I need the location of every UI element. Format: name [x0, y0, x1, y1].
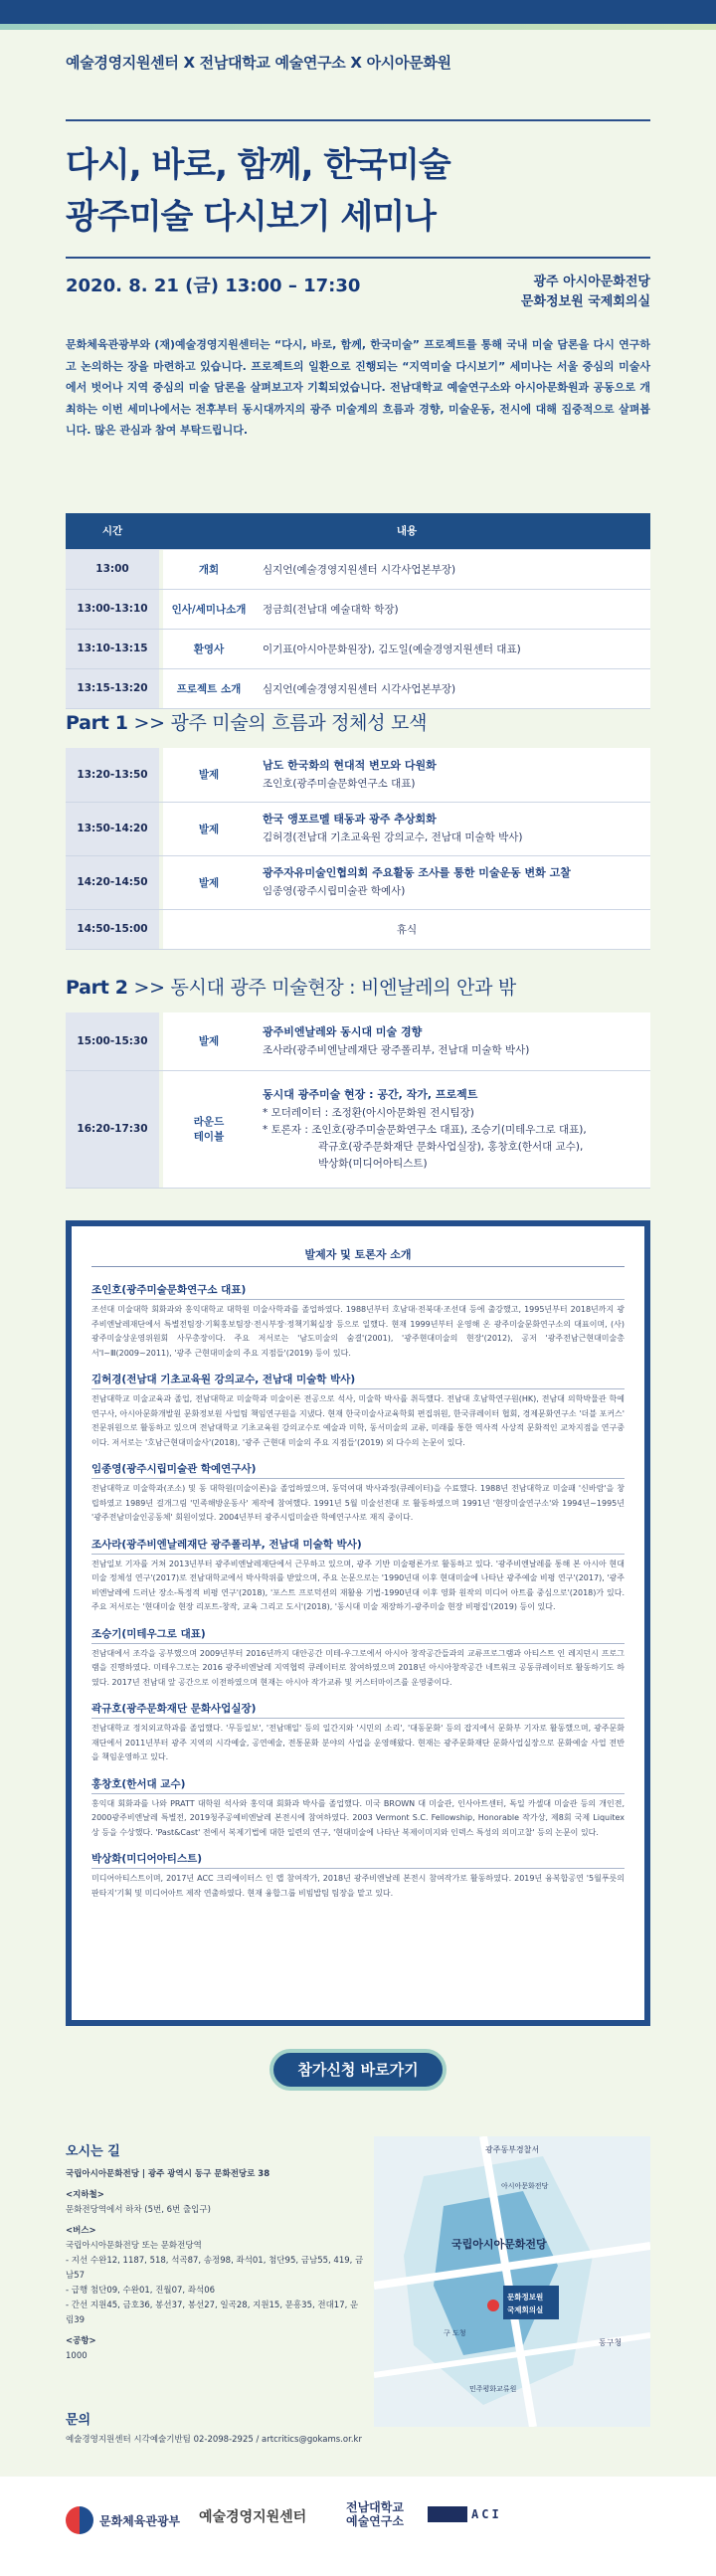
row-time: 13:00-13:10 — [66, 589, 159, 629]
panel-line: * 토론자 : 조인호(광주미술문화연구소 대표), 조승기(미테우그로 대표), — [263, 1123, 587, 1136]
table-row — [66, 589, 650, 629]
directions-line: 문화전당역에서 하차 (5번, 6번 출입구) — [66, 2205, 211, 2215]
apply-button[interactable]: 참가신청 바로가기 — [269, 2049, 447, 2091]
table-row — [66, 1012, 650, 1070]
location-pin-icon — [487, 2300, 499, 2311]
row-category: 프로젝트 소개 — [163, 668, 255, 708]
bio-text: 전남일보 기자를 거쳐 2013년부터 광주비엔날레재단에서 근무하고 있으며, 광주 기반 미술평론가로 활동하고 있다. '광주비엔날레를 통해 본 아시아 현대미술 정체성 연구'(2017)로 전남대학교에서 박사학위를 받았으며, 주요 논문으로는 '1990년대 이후 현대미술에 나타난 광주예술 비평 연구'(2017), '광주비엔날레에 드러난 장소-특정적 비평 연구'(2018), '포스트 프로덕션의 재활용 기법-1990년대 이후 영화 원작의 미디어 아트를 중심으로'(2018)가 있다. 주요 저서로는 '현대미술 현장 리포트-창작, 교육 그리고 도시'(2018), '동시대 미술 재장하기-광주미술 현장 비평집'(2019) 등이 있다. — [91, 1559, 625, 1611]
row-time: 14:50-15:00 — [66, 909, 159, 949]
break-label: 휴식 — [163, 909, 650, 949]
bio-name: 임종영(광주시립미술관 학예연구사) — [91, 1461, 625, 1479]
bio-name: 조승기(미테우그로 대표) — [91, 1626, 625, 1644]
bio-text: 전남대에서 조각을 공부했으며 2009년부터 2016년까지 대안공간 미테-우그로에서 아시아 창작공간들과의 교류프로그램과 아티스트 인 레지던시 프로그램을 진행하였다. 미테우그로는 2016 광주비엔날레 지역협력 큐레이터로 참여하였으며 2018년 아시아창작공간 네트워크 공동큐레이터로 활동하기도 하였다. 2017년 전남대 앞 공간으로 이전하였으며 현재는 아시아 작가교류 및 커스터마이즈를 운영중이다. — [91, 1648, 625, 1687]
row-category: 발제 — [163, 855, 255, 909]
session-title: 한국 앵포르멜 태동과 광주 추상회화 — [263, 813, 437, 826]
map-label-library: 아시아문화전당 — [501, 2182, 549, 2190]
table-row — [66, 909, 650, 949]
logo2-text: 예술경영지원센터 — [199, 2509, 307, 2525]
row-content: 정금희(전남대 예술대학 학장) — [255, 589, 650, 629]
session-title: 남도 한국화의 현대적 변모와 다원화 — [263, 758, 437, 772]
row-content — [255, 1012, 650, 1070]
part2-label: Part 2 — [66, 977, 128, 999]
header-content: 내용 — [163, 513, 650, 549]
intro-paragraph: 문화체육관광부와 (재)예술경영지원센터는 “다시, 바로, 함께, 한국미술” 프로젝트를 통해 국내 미술 담론을 다시 연구하고 논의하는 장을 마련하고 있습니다. 프로젝트의 일환으로 진행되는 “지역미술 다시보기” 세미나는 서울 중심의 미술사에서 벗어나 지역 중심의 미술 담론을 살펴보고자 기획되었습니다. 전남대학교 예술연구소와 아시아문화원과 공동으로 개최하는 이번 세미나에서는 전후부터 동시대까지의 광주 미술계의 흐름과 경향, 미술운동, 전시에 대해 집중적으로 살펴봅니다. 많은 관심과 참여 부탁드립니다. — [66, 338, 650, 437]
session-speaker: 조인호(광주미술문화연구소 대표) — [263, 777, 416, 790]
organizers: 예술경영지원센터 X 전남대학교 예술연구소 X 아시아문화원 — [66, 54, 451, 72]
contact-info: 예술경영지원센터 시각예술기반팀 02-2098-2925 / artcritics@gokams.or.kr — [66, 2435, 362, 2445]
part1-title: >> 광주 미술의 흐름과 정체성 모색 — [133, 712, 428, 734]
session-title: 동시대 광주미술 현장 : 공간, 작가, 프로젝트 — [263, 1087, 478, 1101]
row-time: 13:10-13:15 — [66, 629, 159, 668]
row-time: 13:15-13:20 — [66, 668, 159, 708]
jnu-logo — [346, 2500, 404, 2528]
list-item — [91, 1372, 625, 1450]
map-label-venue-2: 국제회의실 — [507, 2305, 544, 2314]
directions-line: - 간선 지원45, 금호36, 봉선37, 봉선27, 일곡28, 지원15, 문흥35, 전대17, 운림39 — [66, 2300, 359, 2325]
row-time: 16:20-17:30 — [66, 1070, 159, 1188]
session-title: 광주자유미술인협의회 주요활동 조사를 통한 미술운동 변화 고찰 — [263, 866, 571, 879]
directions-line: - 급행 첨단09, 수완01, 진월07, 좌석06 — [66, 2286, 216, 2296]
program-table-opening — [66, 513, 650, 709]
bio-list — [91, 1282, 625, 1912]
row-category: 개회 — [163, 549, 255, 589]
top-divider — [66, 119, 650, 121]
header-time: 시간 — [66, 513, 159, 549]
list-item — [91, 1776, 625, 1841]
map-label-plaza: 민주평화교류원 — [469, 2385, 517, 2393]
row-content — [255, 1070, 650, 1188]
logo3-line1: 전남대학교 — [346, 2500, 404, 2514]
bio-text: 전남대학교 정치외교학과를 졸업했다. '무등일보', '전남매일' 등의 일간지와 '시민의 소리', '대동문화' 등의 잡지에서 문화부 기자로 활동했으며, 광주문화재단에서 2011년부터 광주 지역의 시각예술, 공연예술, 전통문화 분야의 사업을 운영해왔다. 현재는 광주문화재단 문화사업실장으로 문화예술 사업 전반을 책임운영하고 있다. — [91, 1724, 625, 1761]
title-line-1: 다시, 바로, 함께, 한국미술 — [66, 145, 450, 185]
bio-name: 홍창호(한서대 교수) — [91, 1776, 625, 1794]
directions-line: 국립아시아문화전당 또는 문화전당역 — [66, 2241, 202, 2251]
directions-line: <공항> — [66, 2336, 96, 2346]
row-content: 심지언(예술경영지원센터 시각사업본부장) — [255, 668, 650, 708]
row-time: 14:20-14:50 — [66, 855, 159, 909]
logo3-line2: 예술연구소 — [346, 2514, 404, 2528]
moderator: * 모더레이터 : 조정환(아시아문화원 전시팀장) — [263, 1106, 474, 1119]
row-category: 인사/세미나소개 — [163, 589, 255, 629]
bio-name: 조사라(광주비엔날레재단 광주폴리부, 전남대 미술학 박사) — [91, 1537, 625, 1555]
program-table-part2 — [66, 1012, 650, 1189]
map-label-west: 구 도청 — [444, 2329, 466, 2337]
list-item — [91, 1701, 625, 1765]
part2-title: >> 동시대 광주 미술현장 : 비엔날레의 안과 밖 — [133, 977, 516, 999]
bio-text: 홍익대 회화과를 나와 PRATT 대학원 석사와 홍익대 회화과 박사를 졸업했다. 미국 BROWN 대 미술관, 인사아트센터, 독일 카셀대 미술관 등의 개인전, 2000광주비엔날레 특별전, 2019청주공예비엔날레 본전시에 참여하였다. 2003 Vermont S.C. Fellowship, Honorable 작가상, 제8회 국제 Liquitex상 등을 수상했다. 'Past&Cast' 전에서 복제기법에 대한 일련의 연구, '현대미술에 나타난 복제이미지와 인덱스 특성의 의미고찰' 등의 논문이 있다. — [91, 1798, 625, 1837]
row-category: 환영사 — [163, 629, 255, 668]
directions-line: - 지선 수완12, 1187, 518, 석곡87, 송정98, 좌석01, 첨단95, 금남55, 419, 금남57 — [66, 2256, 364, 2281]
row-category: 발제 — [163, 1012, 255, 1070]
aci-mark-icon — [428, 2506, 467, 2522]
venue-map — [374, 2136, 650, 2427]
row-time: 13:50-14:20 — [66, 802, 159, 855]
list-item — [91, 1537, 625, 1615]
directions — [66, 2140, 364, 2364]
directions-line: 1000 — [66, 2351, 88, 2361]
logo4-text: ACI — [471, 2507, 502, 2521]
list-item — [91, 1626, 625, 1691]
bio-divider — [91, 1266, 625, 1267]
footer — [0, 2477, 716, 2576]
aci-logo — [428, 2506, 502, 2522]
bio-name: 곽규호(광주문화재단 문화사업실장) — [91, 1701, 625, 1719]
part1-label: Part 1 — [66, 712, 128, 734]
table-row — [66, 748, 650, 802]
row-content — [255, 802, 650, 855]
panel-line: 곽규호(광주문화재단 문화사업실장), 홍창호(한서대 교수), — [318, 1140, 584, 1153]
bio-text: 전남대학교 미술학과(조소) 및 동 대학원(미술이론)을 졸업하였으며, 동덕여대 박사과정(큐레이터)을 수료했다. 1988년 전남대학교 미술패 '신바람'을 창립하였고 1989년 걸개그림 '민족해방운동사' 제작에 참여했다. 1991년 5월 미술선전대 로 활동하였으며 1991년 '현장미술연구소'와 1994년~1995년 '광주전남미술인공동체' 회원이었다. 2004년부터 광주시립미술관 학예연구사로 재직 중이다. — [91, 1484, 625, 1522]
map-label-acc: 국립아시아문화전당 — [451, 2238, 547, 2251]
directions-line: <버스> — [66, 2226, 96, 2236]
venue-line-1: 광주 아시아문화전당 — [533, 275, 650, 289]
bio-name: 박상화(미디어아티스트) — [91, 1851, 625, 1869]
map-label-venue-1: 문화정보원 — [507, 2293, 544, 2301]
directions-address: 국립아시아문화전당 | 광주 광역시 동구 문화전당로 38 — [66, 2169, 270, 2179]
logo1-text: 문화체육관광부 — [99, 2513, 181, 2528]
bio-text: 미디어아티스트이며, 2017년 ACC 크리에이터스 인 랩 참여작가, 2018년 광주비엔날레 본전시 참여작가로 활동하였다. 2019년 융복합공연 '5월푸릇의 판타지'기획 및 미디어아트 제작 연출하였다. 현재 융합그룹 비빔밥팀 팀장을 맡고 있다. — [91, 1874, 625, 1898]
row-time: 13:20-13:50 — [66, 748, 159, 802]
program-header-row — [66, 513, 650, 549]
row-content: 심지언(예술경영지원센터 시각사업본부장) — [255, 549, 650, 589]
event-date: 2020. 8. 21 (금) 13:00 – 17:30 — [66, 276, 361, 296]
table-row — [66, 629, 650, 668]
program-table-part1 — [66, 748, 650, 950]
directions-line: <지하철> — [66, 2190, 104, 2200]
map-label-east: 동구청 — [599, 2338, 623, 2347]
directions-title: 오시는 길 — [66, 2144, 120, 2159]
table-row — [66, 549, 650, 589]
row-time: 13:00 — [66, 549, 159, 589]
row-category: 발제 — [163, 748, 255, 802]
bio-text: 전남대학교 미술교육과 졸업, 전남대학교 미술학과 미술이론 전공으로 석사, 미술학 박사를 취득했다. 전남대 호남학연구원(HK), 전남대 의학박물관 학예연구사, 아시아문화개발원 문화정보원 사업팀 책임연구원을 지냈다. 현재 한국미술사교육학회 편집위원, 한국큐레이터 협회, 경제문화연구소 '더블 포커스' 전문위원으로 활동하고 있으며 전남대학교 기초교육원 강의교수로 예술과 미학, 동서미술의 교류, 미래를 통한 역사적 사상적 문화적인 교차지점을 연구중이다. 저서로는 '호남근현대미술사'(2018), '광주 근현대 미술의 주요 지점들'(2019) 외 다수의 논문이 있다. — [91, 1394, 625, 1447]
row-content: 이기표(아시아문화원장), 김도일(예술경영지원센터 대표) — [255, 629, 650, 668]
list-item — [91, 1851, 625, 1901]
panel-line: 박상화(미디어아티스트) — [318, 1157, 428, 1170]
part1-heading — [66, 708, 427, 735]
list-item — [91, 1461, 625, 1526]
mcst-logo — [66, 2506, 180, 2534]
row-content — [255, 748, 650, 802]
contact-title: 문의 — [66, 2413, 91, 2428]
speaker-bio-box — [66, 1220, 650, 2026]
map-label-station: 광주동부경찰서 — [485, 2145, 540, 2154]
bio-box-title: 발제자 및 토론자 소개 — [304, 1248, 412, 1261]
bio-name: 조인호(광주미술문화연구소 대표) — [91, 1282, 625, 1300]
table-row — [66, 855, 650, 909]
session-speaker: 김허경(전남대 기초교육원 강의교수, 전남대 미술학 박사) — [263, 831, 523, 843]
title-divider — [66, 257, 650, 259]
kams-logo — [199, 2506, 306, 2526]
table-row — [66, 1070, 650, 1188]
bio-text: 조선대 미술대학 회화과와 홍익대학교 대학원 미술사학과를 졸업하였다. 1988년부터 호남대·전북대·조선대 등에 출강했고, 1995년부터 2018년까지 광주비엔날레재단에서 특별전팀장·기획홍보팀장·전시부장·정책기획실장 등으로 일했다. 현재 1999년부터 운영해 온 광주미술문화연구소의 대표이며, (사)광주미술상운영위원회 사무총장이다. 주요 저서로는 '남도미술의 숨결'(2001), '광주현대미술의 현장'(2012), 공저 '광주전남근현대미술총서'Ⅰ~Ⅲ(2009~2011), '광주 근현대미술의 주요 지점들'(2019) 등이 있다. — [91, 1305, 625, 1358]
bio-name: 김허경(전남대 기초교육원 강의교수, 전남대 미술학 박사) — [91, 1372, 625, 1389]
taegeuk-icon — [66, 2506, 93, 2534]
list-item — [91, 1282, 625, 1361]
session-speaker: 임종영(광주시립미술관 학예사) — [263, 885, 406, 897]
part2-heading — [66, 973, 516, 1000]
row-time: 15:00-15:30 — [66, 1012, 159, 1070]
venue-line-2: 문화정보원 국제회의실 — [520, 294, 650, 309]
table-row — [66, 668, 650, 708]
top-gradient-band — [0, 24, 716, 30]
session-title: 광주비엔날레와 동시대 미술 경향 — [263, 1024, 423, 1038]
session-speaker: 조사라(광주비엔날레재단 광주폴리부, 전남대 미술학 박사) — [263, 1043, 530, 1056]
table-row — [66, 802, 650, 855]
row-category: 발제 — [163, 802, 255, 855]
row-content — [255, 855, 650, 909]
row-category: 라운드 테이블 — [163, 1070, 255, 1188]
title-line-2: 광주미술 다시보기 세미나 — [66, 197, 436, 237]
